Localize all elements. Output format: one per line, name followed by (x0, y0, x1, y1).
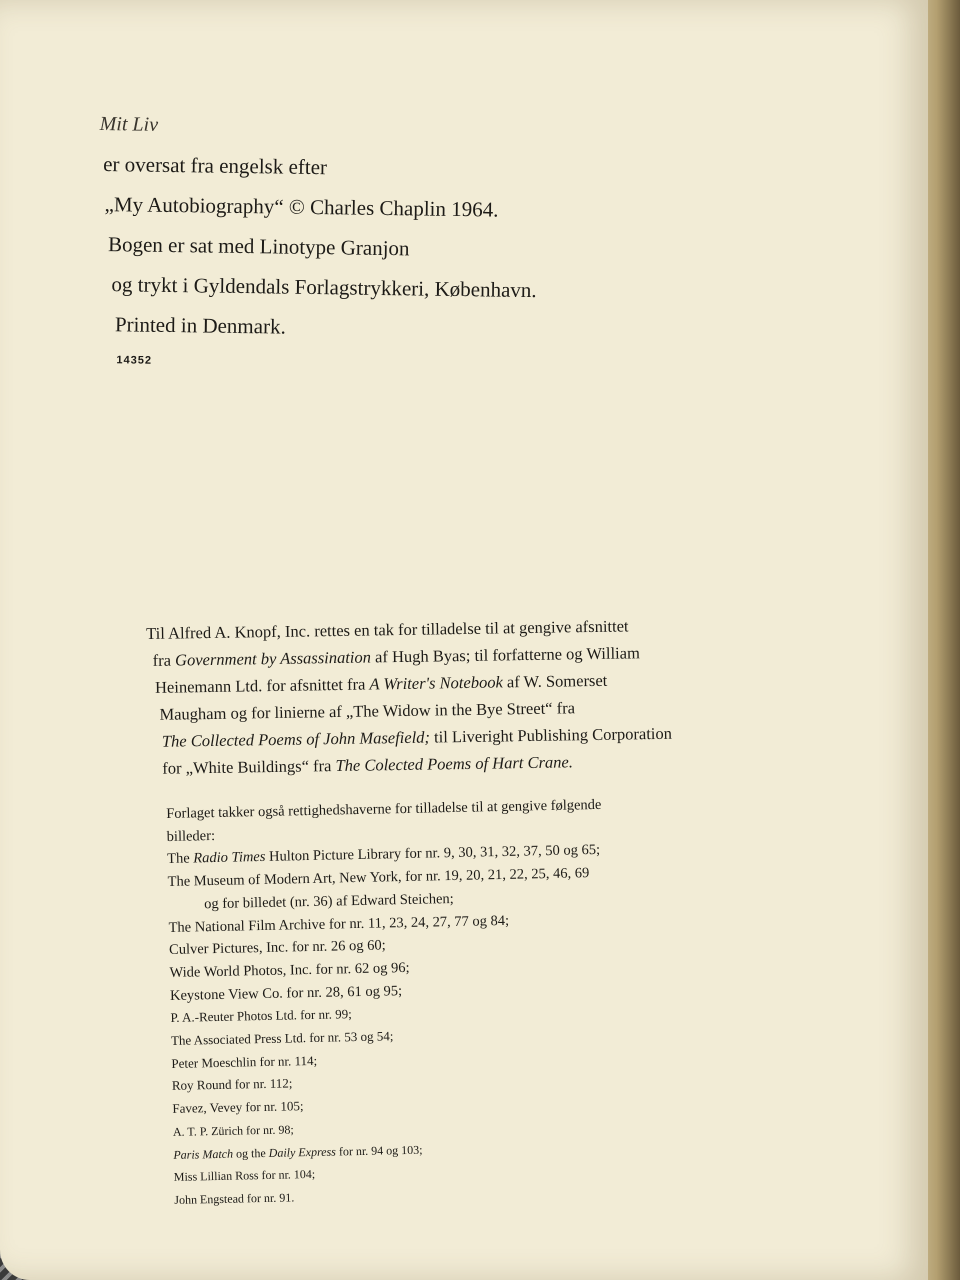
credit-line: The Associated Press Ltd. for nr. 53 og 54; (170, 1028, 394, 1048)
credit-text: og the (232, 1145, 269, 1161)
picture-credits (166, 790, 794, 1212)
ack-text: fra (152, 650, 176, 670)
credit-line: P. A.-Reuter Photos Ltd. for nr. 99; (170, 1006, 352, 1026)
colophon-line: og trykt i Gyldendals Forlagstrykkeri, København. (111, 272, 537, 303)
credit-line: og for billedet (nr. 36) af Edward Steichen; (203, 890, 454, 913)
ack-title: The Collected Poems of John Masefield; (161, 727, 431, 751)
credit-title: Paris Match (173, 1146, 234, 1162)
credit-line: John Engstead for nr. 91. (174, 1190, 295, 1207)
acknowledgement-paragraph (146, 610, 808, 782)
credit-text: Hulton Picture Library for nr. 9, 30, 31, 32, 37, 50 og 65; (265, 842, 601, 866)
credits-intro: billeder: (166, 827, 216, 845)
credit-line: The Museum of Modern Art, New York, for nr. 19, 20, 21, 22, 25, 46, 69 (167, 865, 590, 891)
colophon-line: er oversat fra engelsk efter (102, 152, 328, 180)
ack-title: Government by Assassination (174, 647, 372, 670)
credit-title: Radio Times (193, 849, 266, 867)
credit-line: Favez, Vevey for nr. 105; (172, 1098, 304, 1117)
print-number: 14352 (116, 354, 153, 367)
ack-text: for „White Buildings“ fra (162, 756, 336, 778)
ack-text: Maugham og for linierne af „The Widow in the Bye Street“ fra (159, 698, 576, 724)
credit-line: A. T. P. Zürich for nr. 98; (172, 1122, 294, 1139)
credit-line: Culver Pictures, Inc. for nr. 26 og 60; (168, 937, 386, 959)
ack-title: A Writer's Notebook (369, 672, 503, 694)
ack-title: The Colected Poems of Hart Crane. (335, 752, 574, 776)
ack-text: Heinemann Ltd. for afsnittet fra (154, 674, 370, 697)
credit-line: Miss Lillian Ross for nr. 104; (173, 1167, 316, 1185)
credit-line: Roy Round for nr. 112; (171, 1075, 293, 1094)
colophon-line: Bogen er sat med Linotype Granjon (107, 232, 410, 261)
credit-line: Peter Moeschlin for nr. 114; (171, 1052, 318, 1071)
ack-text: Til Alfred A. Knopf, Inc. rettes en tak for tilladelse til at gengive afsnittet (146, 616, 629, 643)
book-title: Mit Liv (99, 112, 159, 136)
credit-text: for nr. 94 og 103; (335, 1142, 423, 1159)
credits-intro: Forlaget takker også rettighedshaverne for tilladelse til at gengive følgende (166, 796, 602, 822)
credit-text: The (167, 850, 194, 868)
credit-line: Keystone View Co. for nr. 28, 61 og 95; (169, 982, 403, 1004)
credit-title: Daily Express (268, 1144, 337, 1160)
colophon (96, 104, 539, 378)
ack-text: til Liveright Publishing Corporation (429, 723, 673, 747)
credit-line: The National Film Archive for nr. 11, 23, 24, 27, 77 og 84; (168, 912, 510, 936)
colophon-line: „My Autobiography“ © Charles Chaplin 1964. (104, 192, 499, 222)
colophon-line: Printed in Denmark. (114, 312, 286, 339)
credit-line: Wide World Photos, Inc. for nr. 62 og 96; (169, 959, 410, 981)
ack-text: af Hugh Byas; til forfatterne og William (370, 643, 640, 667)
ack-text: af W. Somerset (502, 670, 608, 692)
